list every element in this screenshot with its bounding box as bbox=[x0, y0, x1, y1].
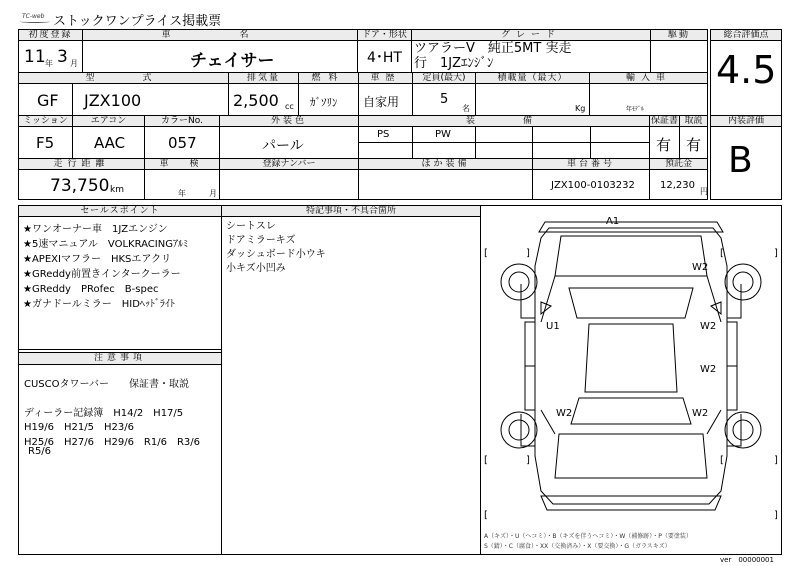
bracket-left-bottom-close: ] bbox=[526, 455, 530, 466]
label-import: 輸入車 bbox=[589, 72, 708, 84]
label-deposit: 預託金 bbox=[649, 158, 708, 170]
label-type: 型 式 bbox=[18, 72, 229, 84]
capacity: 5 bbox=[440, 92, 449, 107]
label-aircon: エアコン bbox=[72, 115, 145, 127]
bracket-right-top-close: ] bbox=[774, 248, 778, 259]
warranty: 有 bbox=[656, 136, 672, 154]
bracket-right-bottom-close: ] bbox=[774, 455, 778, 466]
list-item: ダッシュボード小ウキ bbox=[226, 249, 326, 260]
damage-mark-u1: U1 bbox=[546, 321, 560, 332]
notes-line3: H19/6 H21/5 H23/6 bbox=[24, 422, 134, 433]
door-shape: 4･HT bbox=[367, 50, 402, 66]
label-capacity: 定員(最大) bbox=[412, 72, 476, 84]
list-item: ★GReddy PRofec B-spec bbox=[23, 284, 159, 295]
equip-ps: PS bbox=[377, 129, 390, 140]
deposit-unit: 円 bbox=[700, 187, 708, 196]
aircon: AAC bbox=[94, 134, 126, 152]
page-title: ストックワンプライス掲載票 bbox=[53, 14, 222, 29]
grade-line2: 行 1JZｴﾝｼﾞﾝ bbox=[414, 56, 494, 71]
list-item: シートスレ bbox=[226, 221, 276, 232]
bracket-bottom-right-close: ] bbox=[774, 510, 778, 521]
manual: 有 bbox=[686, 136, 702, 154]
equip-blank-1 bbox=[475, 126, 533, 143]
notes-line2: ディーラー記録簿 H14/2 H17/5 bbox=[24, 408, 184, 419]
grade-line1: ツアラーV 純正5MT 実走 bbox=[414, 41, 572, 56]
mileage: 73,750 bbox=[50, 176, 110, 196]
equip-blank-3 bbox=[590, 126, 650, 143]
type: JZX100 bbox=[84, 91, 142, 110]
label-equipment: 装 備 bbox=[358, 115, 650, 127]
equip-pw: PW bbox=[435, 129, 451, 140]
insp-month-unit: 月 bbox=[209, 189, 217, 198]
bracket-bottom-left-open: [ bbox=[484, 510, 488, 521]
chassis: JZX100-0103232 bbox=[551, 180, 635, 191]
label-manual: 取説 bbox=[679, 115, 708, 127]
notes-line4: H25/6 H27/6 H29/6 R1/6 R3/6 bbox=[24, 437, 201, 448]
notes-line1: CUSCOタワーバー 保証書・取説 bbox=[24, 379, 190, 390]
label-chassis: 車台番号 bbox=[532, 158, 650, 170]
label-grade: グレード bbox=[411, 29, 651, 41]
load-cell bbox=[475, 83, 590, 116]
first-reg-year: 11 bbox=[24, 47, 46, 67]
list-item: ★ワンオーナー車 1JZエンジン bbox=[23, 224, 168, 235]
equip-blank-6 bbox=[475, 142, 533, 159]
first-reg-year-unit: 年 bbox=[45, 59, 53, 68]
capacity-unit: 名 bbox=[462, 104, 470, 113]
first-reg-month-unit: 月 bbox=[70, 59, 78, 68]
damage-mark-a1: A1 bbox=[606, 216, 620, 227]
insp-year-unit: 年 bbox=[178, 189, 186, 198]
displacement: 2,500 bbox=[233, 91, 279, 110]
label-first-reg: 初度登録 bbox=[18, 29, 83, 41]
version-label: ver 00000001 bbox=[720, 556, 774, 564]
label-interior-score: 内装評価 bbox=[710, 115, 782, 127]
diagram-legend-line1: A（キズ）・U（ヘコミ）・B（キズを伴うヘコミ）・W（補修跡）・P（要塗装） bbox=[484, 533, 692, 540]
exterior: パール bbox=[262, 138, 304, 154]
fuel: ｶﾞｿﾘﾝ bbox=[310, 96, 338, 109]
bracket-left-top-open: [ bbox=[484, 248, 488, 259]
bracket-left-bottom-open: [ bbox=[484, 455, 488, 466]
sales-list bbox=[23, 222, 219, 312]
import-cell bbox=[589, 83, 708, 116]
damage-mark-w2-right-rear: W2 bbox=[692, 408, 709, 419]
label-door-shape: ドア・形状 bbox=[357, 29, 412, 41]
import-unit: 年ﾓﾃﾞﾙ bbox=[626, 106, 645, 113]
label-inspection: 車 検 bbox=[144, 158, 220, 170]
load-unit: Kg bbox=[575, 104, 586, 113]
damage-mark-w2-front-right: W2 bbox=[692, 262, 709, 273]
notes-line5: R5/6 bbox=[28, 446, 52, 457]
list-item: 小キズ小凹み bbox=[226, 263, 286, 274]
label-displacement: 排気量 bbox=[228, 72, 299, 84]
label-load: 積載量（最大） bbox=[475, 72, 590, 84]
equip-blank-5 bbox=[412, 142, 476, 159]
label-drive: 駆動 bbox=[650, 29, 708, 41]
mission: F5 bbox=[36, 134, 55, 152]
damage-mark-w2-right-door-front: W2 bbox=[700, 321, 717, 332]
usage: 自家用 bbox=[363, 95, 400, 109]
list-item: ★ガナドールミラー HIDﾍｯﾄﾞﾗｲﾄ bbox=[23, 299, 175, 310]
label-usage: 車歴 bbox=[358, 72, 413, 84]
damage-mark-w2-left-rear: W2 bbox=[556, 408, 573, 419]
equip-blank-4 bbox=[358, 142, 413, 159]
label-sales: セールスポイント bbox=[18, 205, 222, 217]
color-no: 057 bbox=[168, 134, 197, 152]
bracket-right-bottom-open: [ bbox=[720, 455, 724, 466]
car-name: チェイサー bbox=[190, 51, 275, 71]
list-item: ★GReddy前置きインタークーラー bbox=[23, 269, 181, 280]
label-mission: ミッション bbox=[18, 115, 73, 127]
bracket-right-top-open: [ bbox=[720, 248, 724, 259]
mileage-unit: km bbox=[110, 185, 124, 195]
plate-cell bbox=[219, 169, 359, 200]
label-overall-score: 総合評価点 bbox=[710, 29, 782, 41]
first-reg-month: 3 bbox=[57, 47, 68, 67]
list-item: ドアミラーキズ bbox=[226, 235, 296, 246]
interior-score: B bbox=[728, 140, 753, 181]
list-item: ★5速マニュアル VOLKRACINGｱﾙﾐ bbox=[23, 239, 188, 250]
type-prefix: GF bbox=[37, 91, 59, 110]
label-color-no: カラーNo. bbox=[144, 115, 220, 127]
displacement-unit: cc bbox=[285, 102, 294, 111]
label-car-name: 車 名 bbox=[82, 29, 358, 41]
damage-mark-w2-right-door-rear: W2 bbox=[700, 364, 717, 375]
equip-blank-7 bbox=[532, 142, 591, 159]
label-mileage: 走行距離 bbox=[18, 158, 145, 170]
equip-blank-8 bbox=[590, 142, 650, 159]
other-equip-cell bbox=[358, 169, 533, 200]
list-item: ★APEXIマフラー HKSエアクリ bbox=[23, 254, 172, 265]
overall-score: 4.5 bbox=[716, 48, 777, 92]
equip-blank-2 bbox=[532, 126, 591, 143]
diagram-legend-line2: S（錆）・C（腐食）・XX（交換済み）・X（要交換）・G（ガラスキズ） bbox=[484, 543, 671, 550]
drive-cell bbox=[650, 40, 708, 73]
label-warranty: 保証書 bbox=[650, 116, 678, 126]
label-exterior: 外装色 bbox=[219, 115, 359, 127]
deposit: 12,230 bbox=[660, 180, 695, 191]
bracket-left-top-close: ] bbox=[526, 248, 530, 259]
label-fuel: 燃料 bbox=[298, 72, 359, 84]
label-other-equip: ほか装備 bbox=[358, 158, 533, 170]
label-notes: 注意事項 bbox=[18, 352, 222, 365]
logo-swoosh-icon bbox=[20, 20, 50, 23]
logo: TC-web bbox=[22, 13, 45, 20]
label-plate: 登録ナンバー bbox=[219, 158, 359, 170]
label-special: 特記事項・不具合箇所 bbox=[221, 205, 481, 217]
special-list bbox=[226, 220, 326, 276]
